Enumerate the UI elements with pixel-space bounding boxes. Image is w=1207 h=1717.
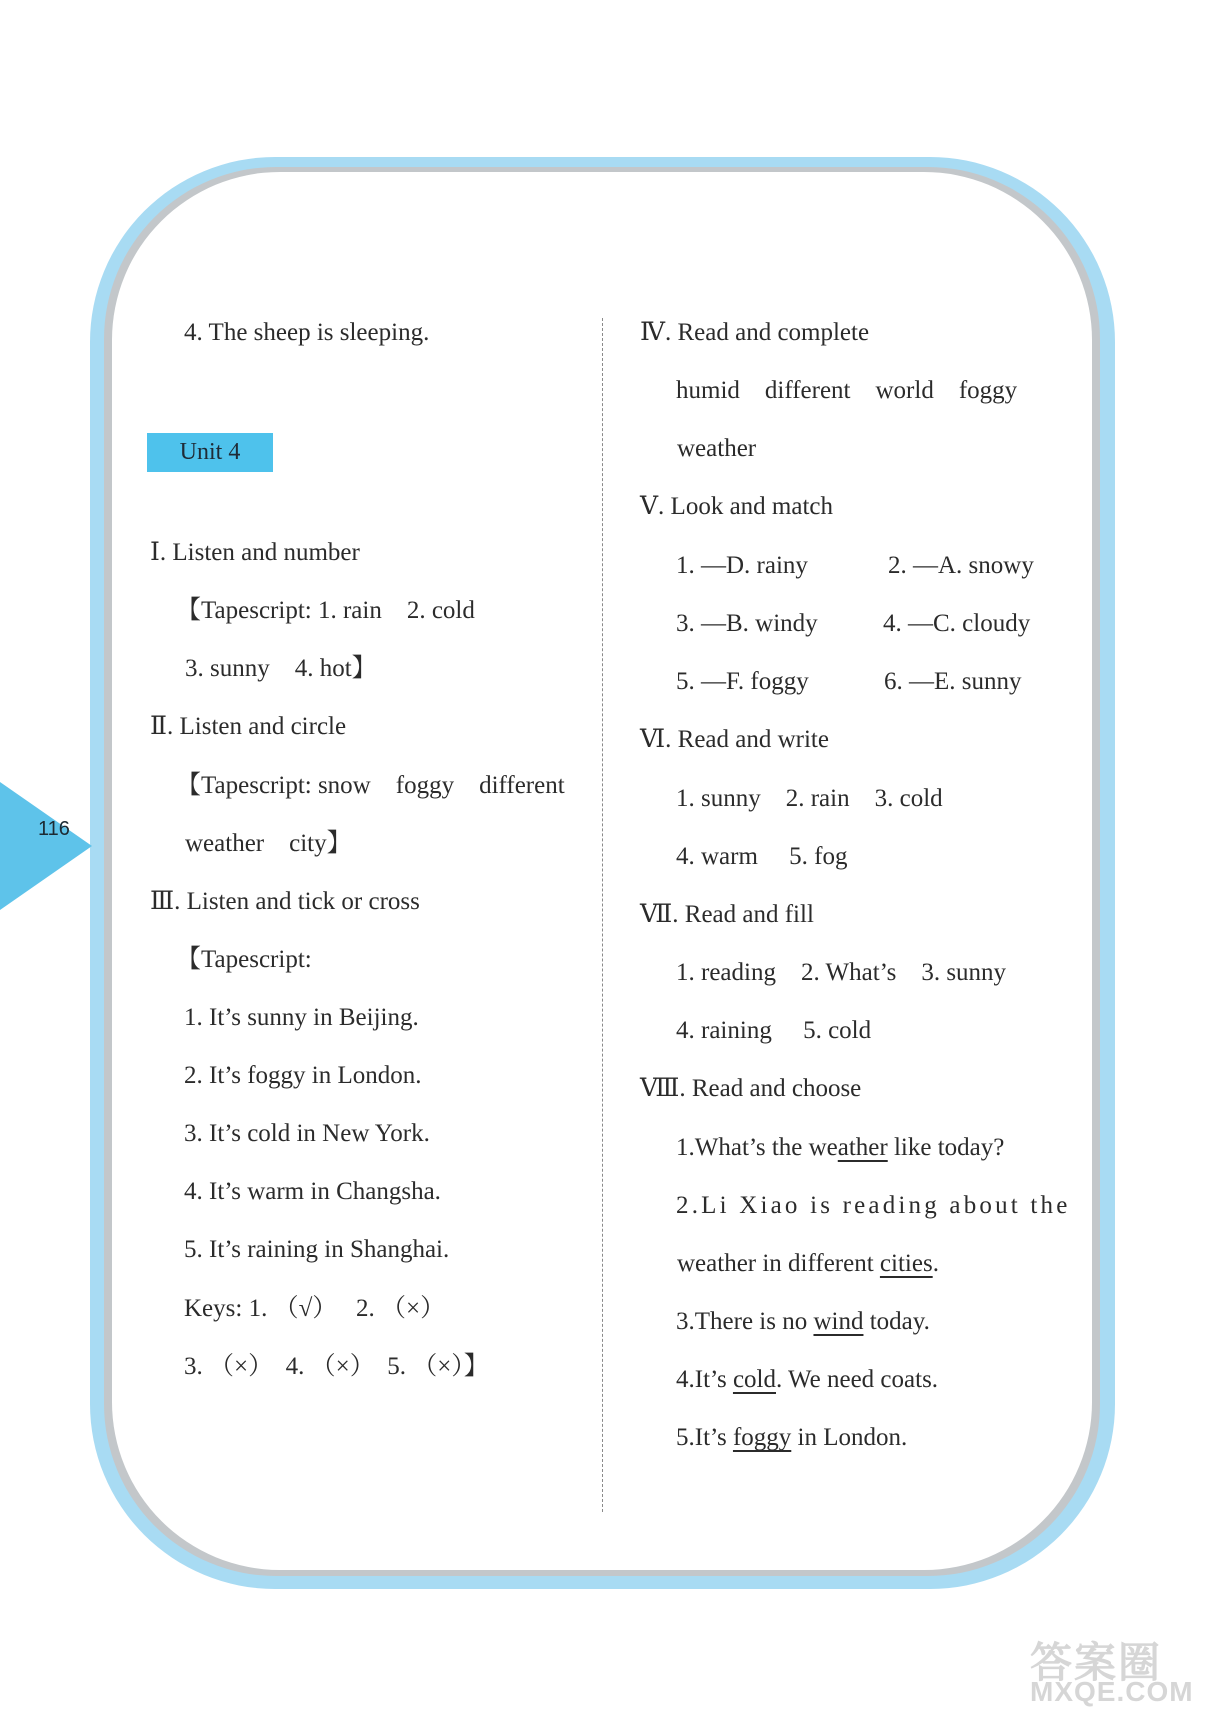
- section-3-line-4: 3. It’s cold in New York.: [184, 1120, 430, 1147]
- section-4-title: Ⅳ. Read and complete: [640, 319, 870, 346]
- unit-badge: Unit 4: [147, 433, 273, 472]
- section-3-title: Ⅲ. Listen and tick or cross: [150, 888, 420, 915]
- section-5-answer-1: 1. —D. rainy: [676, 552, 808, 579]
- section-5-answer-5: 5. —F. foggy: [676, 668, 809, 695]
- section-3-keys-2: 3. （×） 4. （×） 5. （×）】: [184, 1353, 489, 1380]
- item-2-text-b: .: [932, 1250, 939, 1277]
- section-8-item-1: [676, 1133, 1004, 1163]
- item-2-text-a: weather in different: [677, 1250, 880, 1277]
- section-3-keys-1: Keys: 1. （√） 2. （×）: [184, 1295, 446, 1322]
- section-7-title: Ⅶ. Read and fill: [640, 901, 814, 928]
- section-6-line-2: 4. warm 5. fog: [676, 843, 848, 870]
- section-6-line-1: 1. sunny 2. rain 3. cold: [676, 785, 943, 812]
- item-4-text-a: 4.It’s: [676, 1366, 733, 1393]
- section-1-line-2: 3. sunny 4. hot】: [185, 655, 377, 682]
- item-4-underline: cold: [732, 1366, 776, 1393]
- section-3-line-5: 4. It’s warm in Changsha.: [184, 1178, 441, 1205]
- section-2-line-2: weather city】: [185, 830, 352, 857]
- section-7-line-1: 1. reading 2. What’s 3. sunny: [676, 959, 1007, 986]
- item-3-text-a: 3.There is no: [676, 1308, 814, 1335]
- item-1-text-a: 1.What’s the we: [676, 1134, 838, 1161]
- section-1-title: Ⅰ. Listen and number: [150, 539, 360, 566]
- section-3-line-3: 2. It’s foggy in London.: [184, 1062, 422, 1089]
- section-7-line-2: 4. raining 5. cold: [676, 1017, 872, 1044]
- section-5-title: Ⅴ. Look and match: [640, 493, 834, 520]
- section-1-line-1: 【Tapescript: 1. rain 2. cold: [176, 597, 475, 624]
- section-3-line-1: 【Tapescript:: [176, 946, 312, 973]
- page-number: 116: [38, 818, 70, 840]
- page-number-tab: [0, 782, 92, 910]
- item-5-text-b: in London.: [791, 1424, 908, 1451]
- section-5-answer-6: 6. —E. sunny: [884, 668, 1022, 695]
- section-5-answer-3: 3. —B. windy: [676, 610, 818, 637]
- item-4-text-b: . We need coats.: [776, 1366, 939, 1393]
- item-2-underline: cities: [879, 1250, 933, 1277]
- section-8-item-4: [676, 1365, 938, 1395]
- section-8-title: Ⅷ. Read and choose: [640, 1075, 862, 1102]
- section-2-line-1: 【Tapescript: snow foggy different: [176, 772, 565, 799]
- section-8-item-3: [676, 1307, 930, 1337]
- watermark-line-1: 答案圈: [1030, 1639, 1163, 1686]
- section-3-line-2: 1. It’s sunny in Beijing.: [184, 1004, 419, 1031]
- section-8-item-2: 2.Li Xiao is reading about the: [676, 1192, 1071, 1219]
- section-5-answer-4: 4. —C. cloudy: [883, 610, 1031, 637]
- section-6-title: Ⅵ. Read and write: [640, 726, 829, 753]
- watermark-logo: [1030, 1630, 1200, 1710]
- section-2-title: Ⅱ. Listen and circle: [150, 713, 347, 740]
- item-1-text-b: like today?: [887, 1134, 1005, 1161]
- section-3-line-6: 5. It’s raining in Shanghai.: [184, 1236, 450, 1263]
- item-5-underline: foggy: [732, 1424, 792, 1451]
- section-4-line-1: humid different world foggy: [676, 377, 1018, 404]
- column-divider: [602, 318, 603, 1512]
- item-5-text-a: 5.It’s: [676, 1424, 733, 1451]
- section-5-answer-2: 2. —A. snowy: [888, 552, 1034, 579]
- section-8-item-2-cont: [677, 1249, 939, 1279]
- section-4-line-2: weather: [677, 435, 757, 462]
- item-3-underline: wind: [813, 1308, 864, 1335]
- left-top-line: 4. The sheep is sleeping.: [184, 319, 430, 346]
- item-1-underline: ather: [837, 1134, 888, 1161]
- section-8-item-5: [676, 1423, 907, 1453]
- item-3-text-b: today.: [863, 1308, 930, 1335]
- watermark-line-2: MXQE.COM: [1030, 1676, 1194, 1707]
